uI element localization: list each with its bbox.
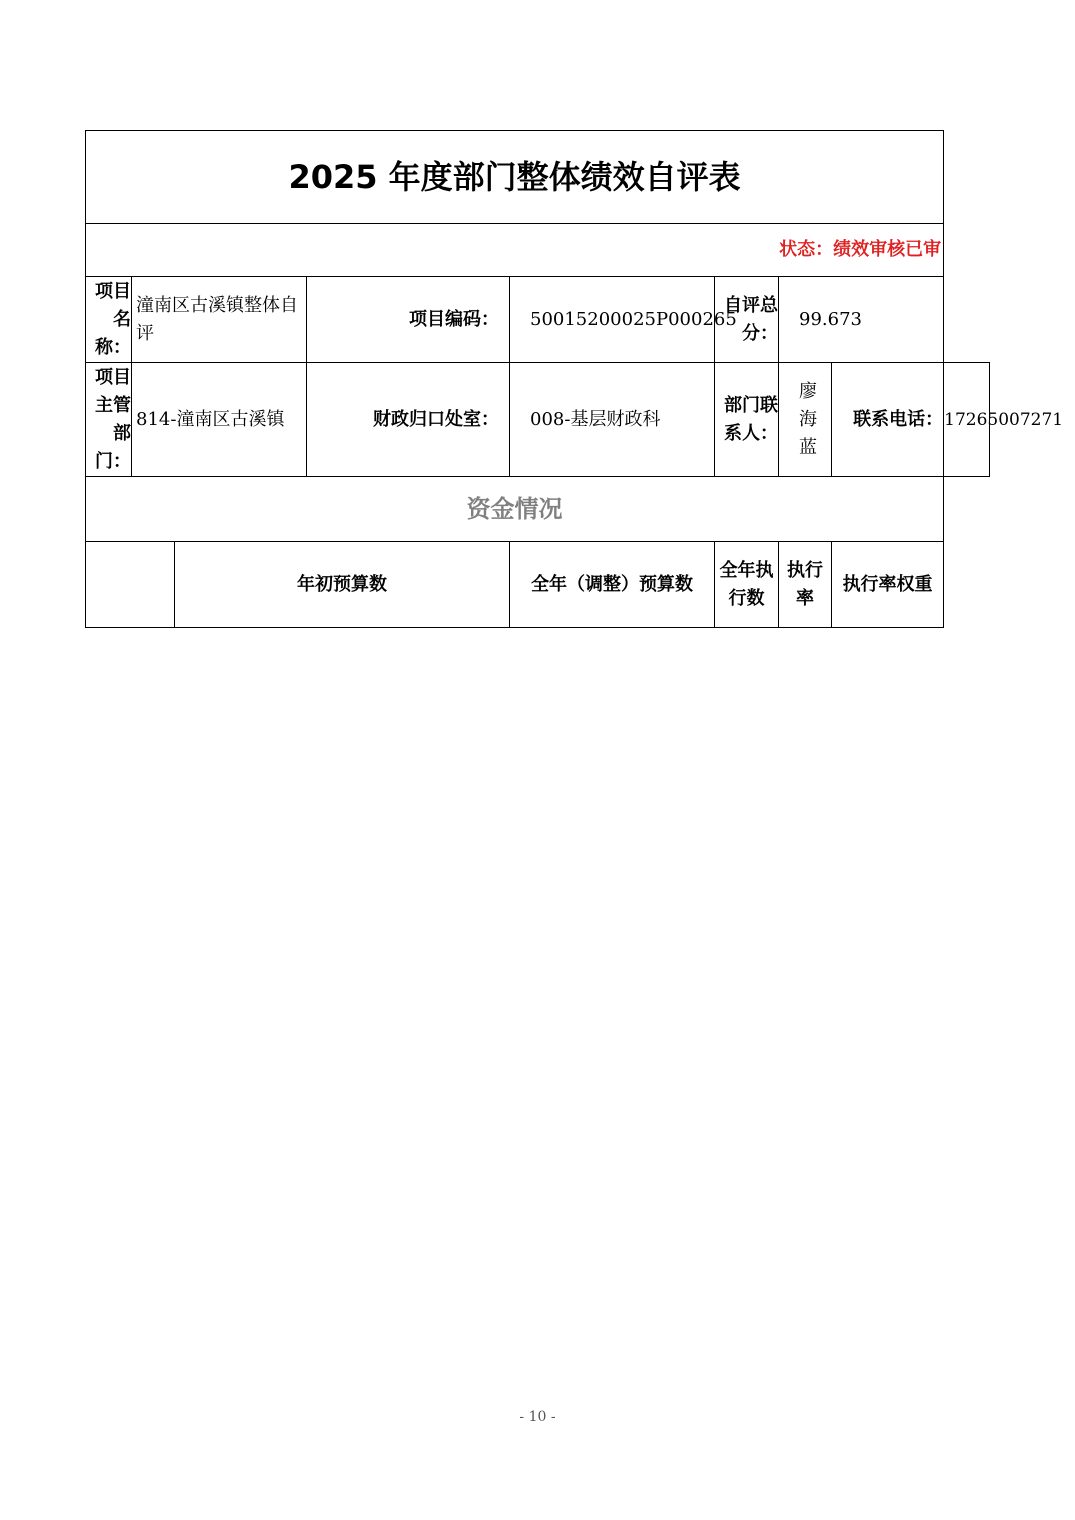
funds-header-executed: 全年执行数 (715, 542, 779, 628)
funds-header-adjusted: 全年（调整）预算数 (510, 542, 715, 628)
department-value: 814-潼南区古溪镇 (132, 363, 307, 477)
page-number: - 10 - (519, 1409, 556, 1425)
contact-value: 廖海蓝 (779, 363, 832, 477)
status-text: 状态：绩效审核已审 (86, 224, 944, 277)
self-score-label: 自评总分： (715, 277, 779, 363)
funds-header-blank (86, 542, 175, 628)
basic-info-row-1 (86, 277, 990, 363)
project-code-value: 50015200025P000265 (510, 277, 715, 363)
phone-label: 联系电话： (832, 363, 944, 477)
basic-info-row-2 (86, 363, 990, 477)
phone-value: 17265007271 (944, 363, 990, 477)
funds-section-title: 资金情况 (86, 477, 944, 542)
contact-label: 部门联系人： (715, 363, 779, 477)
finance-office-value: 008-基层财政科 (510, 363, 715, 477)
form-table (85, 130, 1064, 628)
self-evaluation-form (85, 130, 1064, 628)
self-score-value: 99.673 (779, 277, 944, 363)
finance-office-label: 财政归口处室： (307, 363, 510, 477)
project-code-label: 项目编码： (307, 277, 510, 363)
funds-header-row (86, 542, 990, 628)
department-label: 项目主管部门： (86, 363, 132, 477)
form-title: 2025 年度部门整体绩效自评表 (86, 131, 944, 224)
funds-header-rate: 执行率 (779, 542, 832, 628)
project-name-value: 潼南区古溪镇整体自评 (132, 277, 307, 363)
funds-header-initial: 年初预算数 (175, 542, 510, 628)
project-name-label: 项目名称： (86, 277, 132, 363)
funds-header-weight: 执行率权重 (832, 542, 944, 628)
